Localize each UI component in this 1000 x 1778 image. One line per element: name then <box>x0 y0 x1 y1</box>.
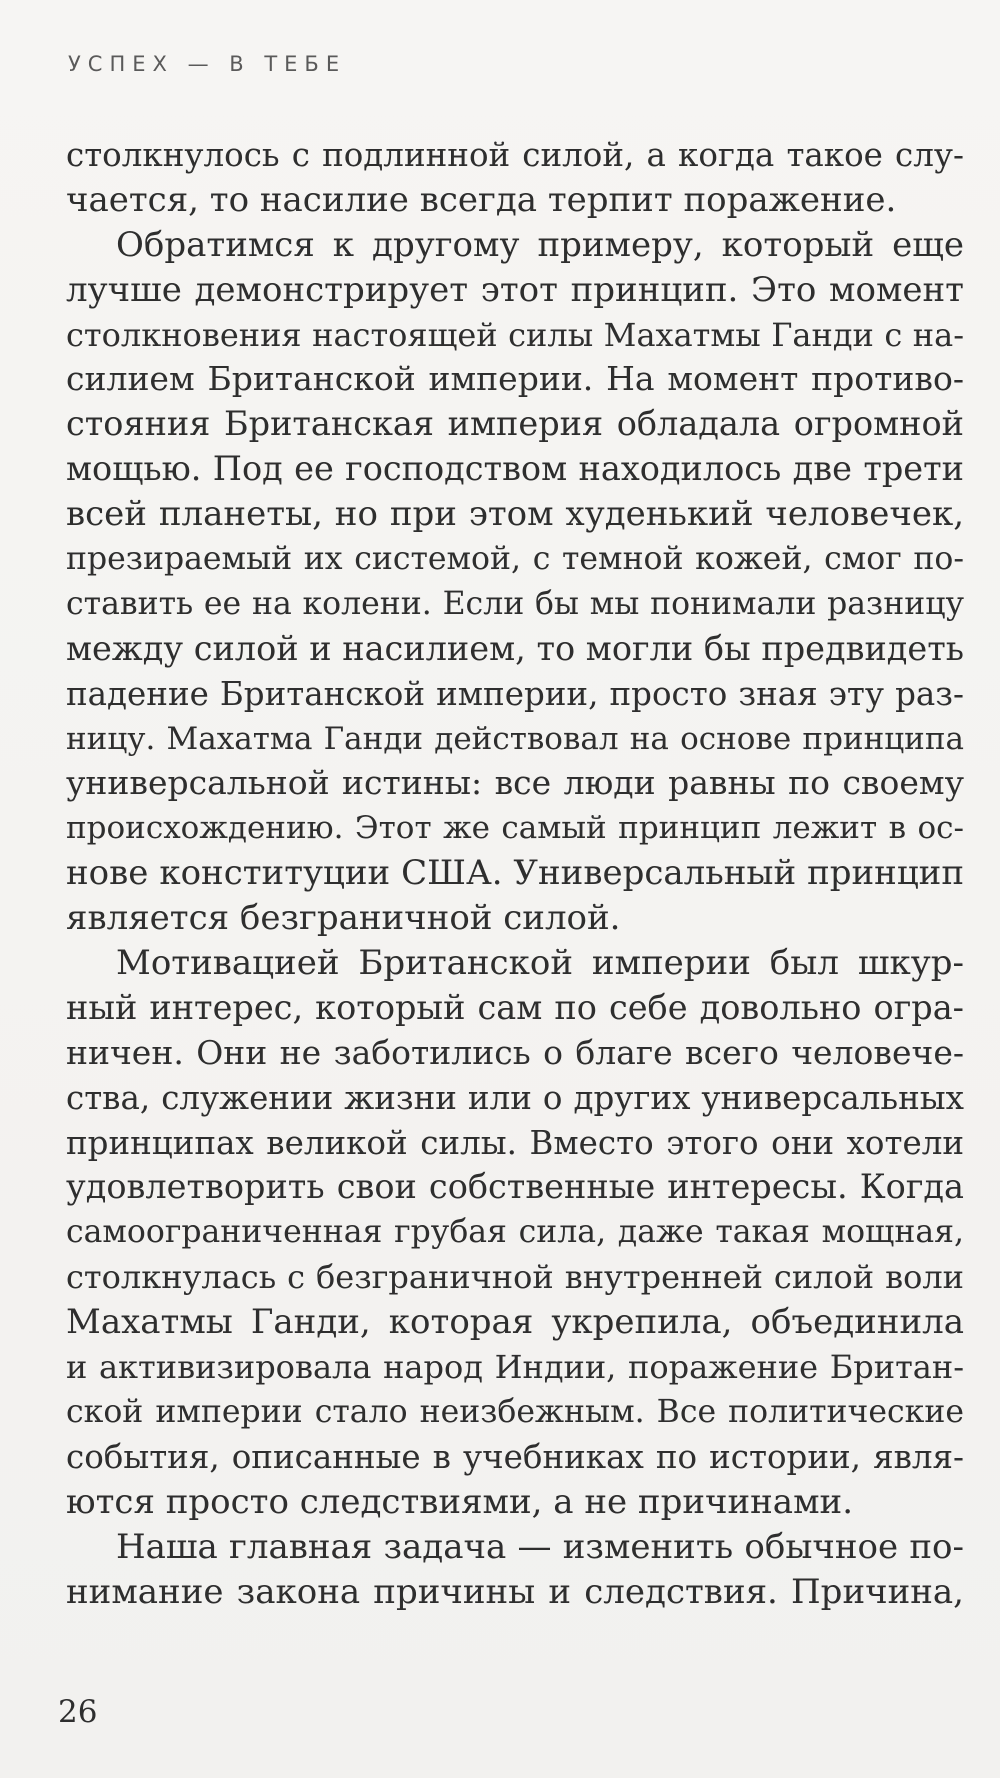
text-line: самоограниченная грубая сила, даже такая мощная, <box>66 1214 964 1251</box>
text-line: Обратимся к другому примеру, который еще <box>116 224 964 265</box>
text-line: Наша главная задача — изменить обычное по- <box>116 1526 964 1567</box>
text-line: мощью. Под ее господством находилось две трети <box>66 449 964 489</box>
text-line: ничен. Они не заботились о благе всего человече- <box>66 1032 964 1072</box>
text-line: чается, то насилие всегда терпит поражение. <box>66 179 897 220</box>
text-line: события, описанные в учебниках по истории, явля- <box>66 1437 964 1476</box>
text-line: силием Британской империи. На момент противо- <box>66 359 964 399</box>
text-line: ства, служении жизни или о других универсальных <box>66 1078 964 1117</box>
text-line: происхождению. Этот же самый принцип лежит в ос- <box>66 810 964 847</box>
text-line: лучше демонстрирует этот принцип. Это момент <box>66 269 964 310</box>
text-line: стояния Британская империя обладала огромной <box>66 404 964 444</box>
text-line: всей планеты, но при этом худенький человечек, <box>66 494 964 535</box>
text-line: между силой и насилием, то могли бы предвидеть <box>66 628 964 668</box>
text-line: универсальной истины: все люди равны по своему <box>66 763 964 803</box>
text-line: и активизировала народ Индии, поражение Британ- <box>66 1348 964 1387</box>
text-line: нове конституции США. Универсальный принцип <box>66 853 964 894</box>
text-line: нимание закона причины и следствия. Причина, <box>66 1571 964 1612</box>
text-line: является безграничной силой. <box>66 898 621 939</box>
text-line: Махатмы Ганди, которая укрепила, объединила <box>66 1302 964 1343</box>
text-line: презираемый их системой, с темной кожей, смог по- <box>66 541 964 578</box>
running-head: УСПЕХ — В ТЕБЕ <box>68 52 347 76</box>
text-line: ницу. Махатма Ганди действовал на основе принципа <box>66 720 964 757</box>
text-line: столкнулось с подлинной силой, а когда такое слу- <box>66 136 964 174</box>
text-line: ются просто следствиями, а не причинами. <box>66 1481 853 1522</box>
text-line: ской империи стало неизбежным. Все политические <box>66 1393 964 1430</box>
text-line: ставить ее на колени. Если бы мы понимали разницу <box>66 585 964 622</box>
body-text <box>66 133 964 1614</box>
text-line: принципах великой силы. Вместо этого они хотели <box>66 1123 964 1162</box>
text-line: ный интерес, который сам по себе довольно огра- <box>66 987 964 1027</box>
text-line: удовлетворить свои собственные интересы. Когда <box>66 1167 964 1207</box>
text-line: столкновения настоящей силы Махатмы Ганди с на- <box>66 315 964 354</box>
page-number: 26 <box>58 1694 98 1730</box>
text-line: Мотивацией Британской империи был шкур- <box>116 943 964 984</box>
text-line: столкнулась с безграничной внутренней силой воли <box>66 1258 964 1297</box>
text-line: падение Британской империи, просто зная эту раз- <box>66 674 964 713</box>
